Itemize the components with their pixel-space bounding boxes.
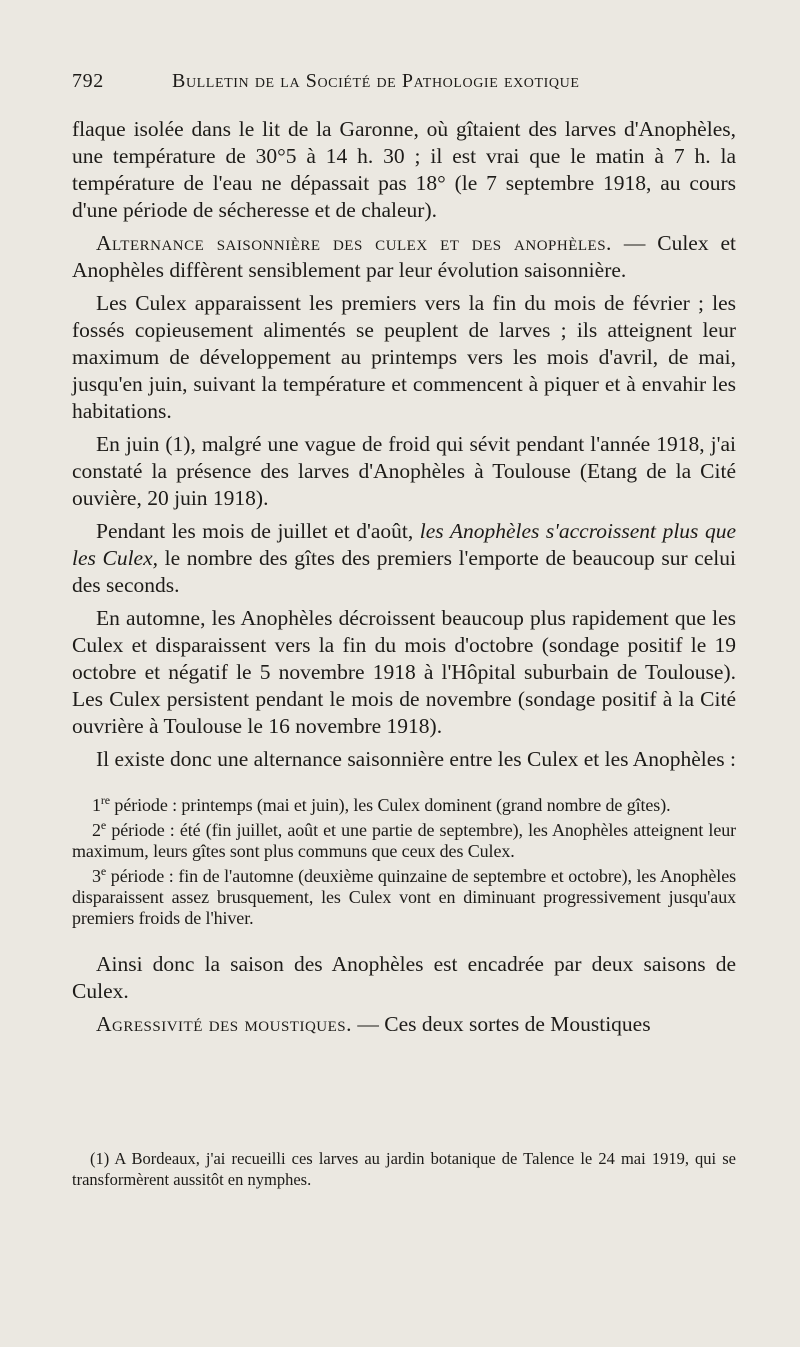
section-dash: —: [611, 231, 658, 255]
paragraph: Pendant les mois de juillet et d'août, les Anophèles s'accroissent plus que les Culex, le nombre des gîtes des premiers l'emporte de beaucoup sur celui des seconds.: [72, 519, 736, 597]
running-title: Bulletin de la Société de Pathologie exotique: [172, 70, 580, 92]
list-item: 3e période : fin de l'automne (deuxième quinzaine de septembre et octobre), les Anophèles disparaissent assez brusquement, les Culex vont en diminuant progressivement jusqu'aux premiers froids de l'hiver.: [72, 864, 736, 928]
footnote: (1) A Bordeaux, j'ai recueilli ces larves au jardin botanique de Talence le 24 mai 1919, qui se transformèrent aussitôt en nymphes.: [72, 1149, 736, 1189]
section-text: Culex et Anophèles diffèrent sensiblement par leur évolution saisonnière.: [72, 231, 737, 282]
footnotes: [72, 1148, 736, 1190]
list-item: 1re période : printemps (mai et juin), les Culex dominent (grand nombre de gîtes).: [92, 793, 671, 815]
period-list: [72, 795, 736, 929]
main-text: [72, 116, 736, 1044]
list-item: 2e période : été (fin juillet, août et une partie de septembre), les Anophèles atteignent leur maximum, leurs gîtes sont plus communs que ceux des Culex.: [72, 818, 736, 861]
running-header: [72, 70, 736, 98]
section-title: Agressivité des moustiques.: [96, 1012, 352, 1036]
emphasis: les Anophèles s'accroissent plus que les Culex,: [72, 519, 736, 570]
page-number: 792: [72, 70, 104, 92]
paragraph: Les Culex apparaissent les premiers vers la fin du mois de février ; les fossés copieusement alimentés se peuplent de larves ; ils atteignent leur maximum de développement au printemps vers les mois d'avril, de mai, jusqu'en juin, suivant la température et commencent à piquer et à envahir les habitations.: [72, 291, 736, 423]
paragraph: Ainsi donc la saison des Anophèles est encadrée par deux saisons de Culex.: [72, 952, 736, 1003]
section-text: Ces deux sortes de Moustiques: [384, 1012, 651, 1036]
section-dash: —: [352, 1012, 385, 1036]
paragraph: En juin (1), malgré une vague de froid qui sévit pendant l'année 1918, j'ai constaté la présence des larves d'Anophèles à Toulouse (Etang de la Cité ouvière, 20 juin 1918).: [72, 432, 736, 510]
section-title: Alternance saisonnière des culex et des anophèles.: [96, 231, 612, 255]
section-paragraph-agressivite: [72, 1011, 736, 1038]
paragraph: flaque isolée dans le lit de la Garonne, où gîtaient des larves d'Anophèles, une température de 30°5 à 14 h. 30 ; il est vrai que le matin à 7 h. la température de l'eau ne dépassait pas 18° (le 7 septembre 1918, au cours d'une période de sécheresse et de chaleur).: [72, 117, 736, 222]
section-paragraph-alternance: [72, 230, 736, 284]
paragraph: Il existe donc une alternance saisonnière entre les Culex et les Anophèles :: [96, 747, 737, 771]
footnote-ref: (1): [165, 432, 191, 456]
paragraph: En automne, les Anophèles décroissent beaucoup plus rapidement que les Culex et disparaissent vers la fin du mois d'octobre (sondage positif le 19 octobre et négatif le 5 novembre 1918 à l'Hôpital suburbain de Toulouse). Les Culex persistent pendant le mois de novembre (sondage positif à la Cité ouvrière à Toulouse le 16 novembre 1918).: [72, 606, 736, 738]
